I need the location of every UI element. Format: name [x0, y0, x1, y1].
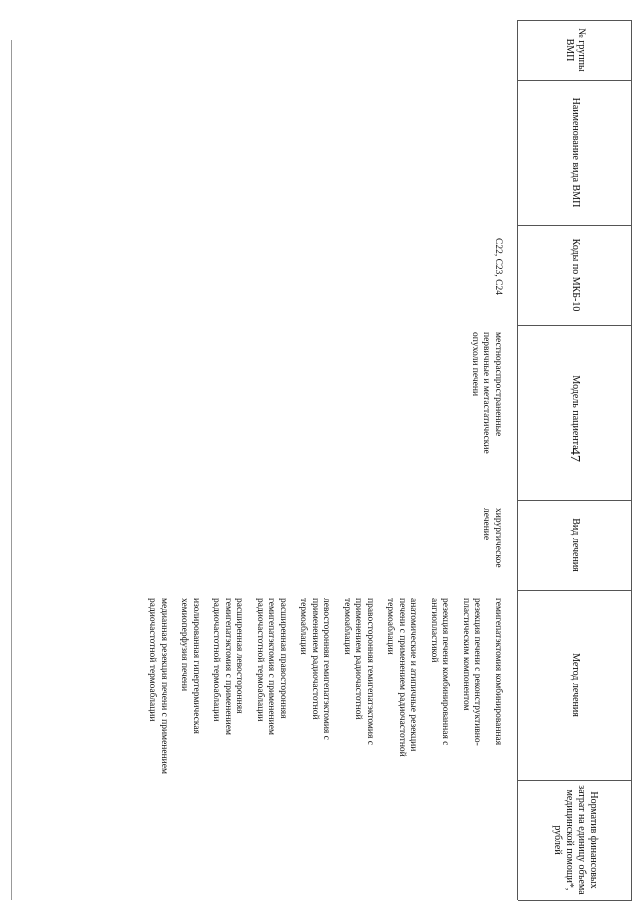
method-item: расширенная правосторонняя гемигепатэктомия с применением радиочастотной термоаблации: [255, 598, 288, 735]
header-icd-codes: Коды по МКБ-10: [570, 238, 581, 312]
header-cost-norm: Норматив финансовых затрат на единицу объема медицинской помощи*, рублей: [552, 785, 599, 895]
header-patient-model: Модель пациента: [570, 375, 581, 450]
method-item: резекция печени с реконструктивно-пластическим компонентом: [461, 598, 483, 746]
method-item: резекция печени комбинированная с ангиопластикой: [429, 598, 451, 746]
method-item: правосторонняя гемигепатэктомия с применением радиочастотной термоаблации: [342, 598, 375, 745]
method-item: гемигепатэктомия комбинированная: [493, 598, 503, 746]
patient-model-cell: местнораспространенные первичные и метастатические опухоли печени: [470, 332, 503, 454]
col-border-7: [518, 900, 632, 901]
method-item: расширенная левосторонняя гемигепатэктомия с применением радиочастотной термоаблации: [211, 598, 245, 735]
header-group-no: № группы ВМП: [564, 28, 587, 72]
page-number: 47: [567, 448, 582, 462]
method-item: анатомические и атипичные резекции печени с применением радиочастотной термоаблации: [385, 598, 419, 757]
method-item: левосторонняя гемигепатэктомия с применением радиочастотной термоаблации: [298, 598, 332, 740]
header-treatment-method: Метод лечения: [570, 653, 581, 717]
treatment-type-cell: хирургическое лечение: [481, 508, 503, 568]
icd-codes-cell: С22, С23, С24: [493, 238, 503, 296]
method-item: медианная резекция печени с применением радиочастотной термоаблации: [147, 598, 169, 774]
treatment-methods-list: [137, 598, 503, 778]
header-treatment-type: Вид лечения: [570, 518, 581, 572]
method-item: изолированная гипертермическая хемиоперфузия печени: [179, 598, 201, 734]
header-vmp-name: Наименование вида ВМП: [570, 97, 581, 208]
scan-edge-line: [11, 40, 12, 900]
